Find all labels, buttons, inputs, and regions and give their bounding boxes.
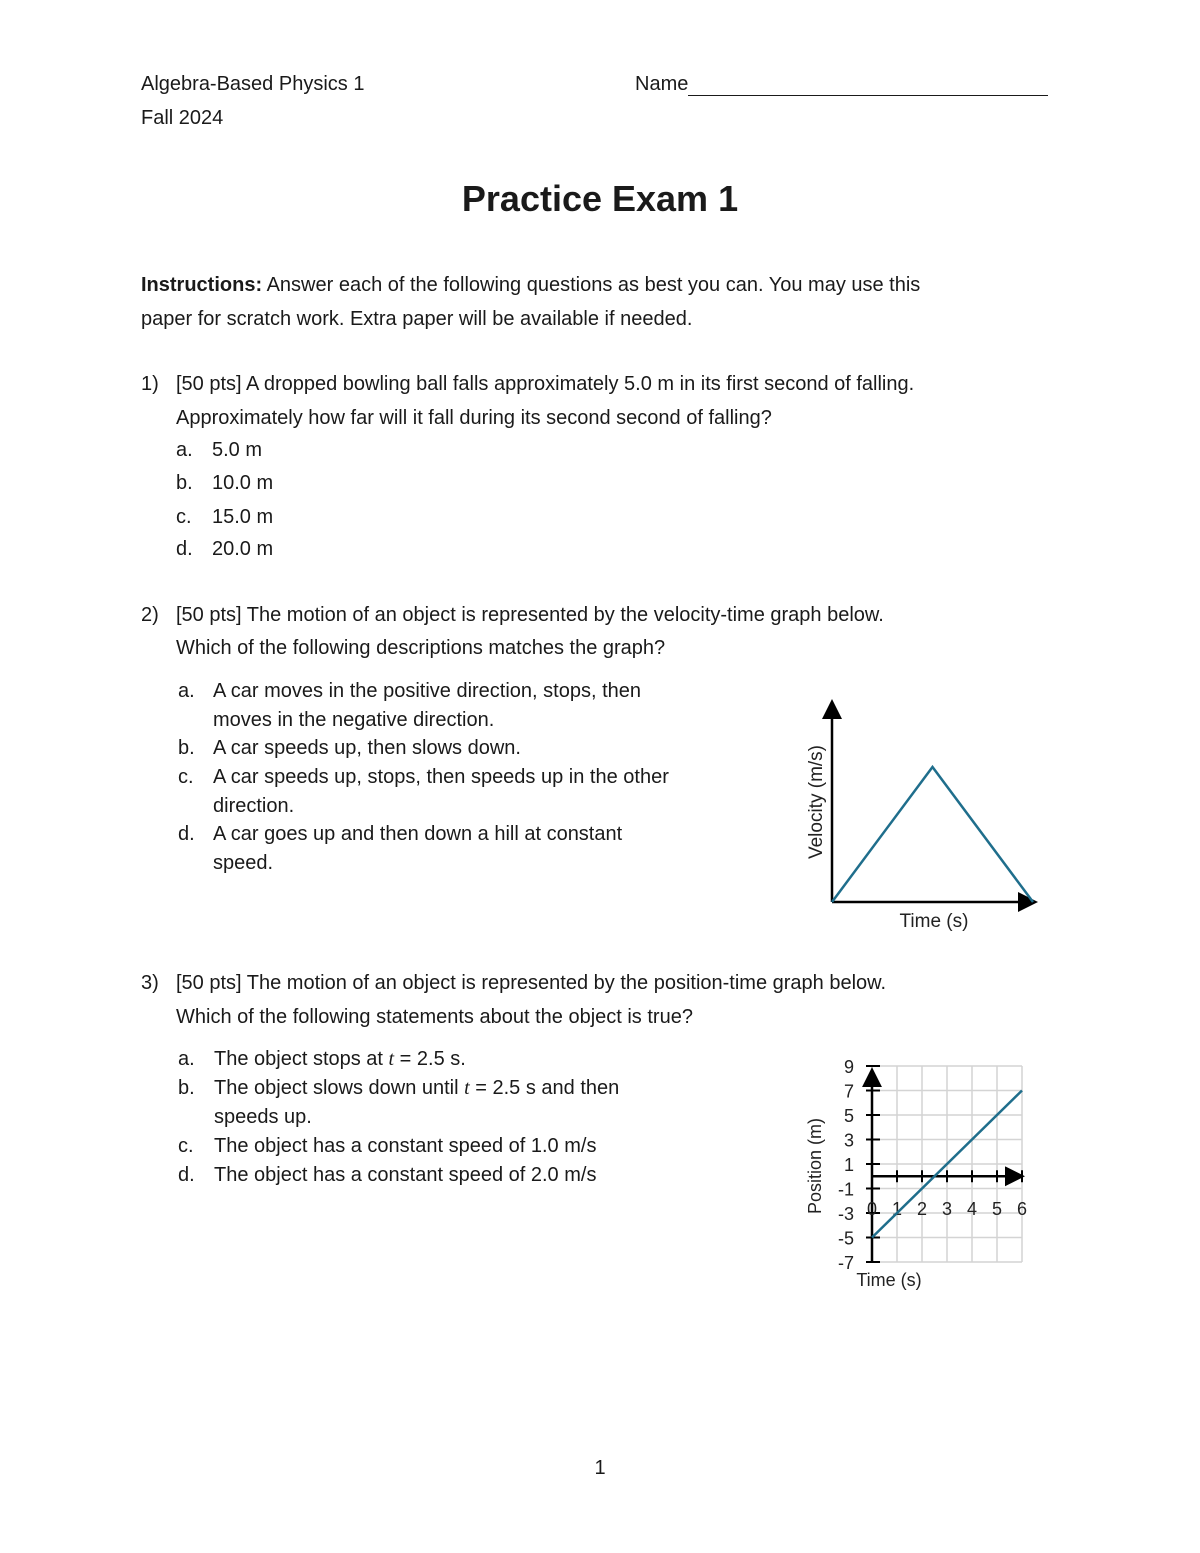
velocity-time-graph <box>790 690 1050 940</box>
q3-choice-b[interactable]: b. The object slows down until t = 2.5 s and then speeds up. <box>178 1077 620 1128</box>
x-tick-label: 2 <box>916 1199 928 1219</box>
q1-choice-a[interactable]: a. 5.0 m <box>176 439 263 461</box>
name-field[interactable] <box>635 73 1048 96</box>
course-name: Algebra-Based Physics 1 <box>141 73 365 95</box>
x-tick-label: 6 <box>1016 1199 1028 1219</box>
x-tick-label: 5 <box>991 1199 1003 1219</box>
q3-number: 3) <box>141 972 159 994</box>
page-number: 1 <box>594 1457 606 1479</box>
q1-choice-d[interactable]: d. 20.0 m <box>176 538 274 560</box>
page-title: Practice Exam 1 <box>461 178 739 219</box>
q1-text-2: Approximately how far will it fall during its second second of falling? <box>176 407 772 429</box>
q3-choice-a[interactable]: a. The object stops at t = 2.5 s. <box>178 1048 466 1070</box>
y-axis-label: Velocity (m/s) <box>806 744 827 860</box>
q2-number: 2) <box>141 604 159 626</box>
y-tick-label: -7 <box>837 1253 854 1273</box>
instructions-text: Answer each of the following questions as best you can. You may use this <box>262 274 921 296</box>
q3-text: [50 pts] The motion of an object is represented by the position-time graph below. <box>176 972 887 994</box>
position-time-graph <box>795 1050 1045 1295</box>
q1-choice-c[interactable]: c. 15.0 m <box>176 506 274 528</box>
x-axis-label: Time (s) <box>856 1270 922 1290</box>
y-axis-label: Position (m) <box>805 1117 825 1215</box>
q3-choice-d[interactable]: d. The object has a constant speed of 2.0 m/s <box>178 1164 597 1186</box>
instructions-label: Instructions: <box>141 274 263 296</box>
y-tick-label: 9 <box>843 1057 854 1077</box>
q2-text: [50 pts] The motion of an object is represented by the velocity-time graph below. <box>176 604 884 626</box>
instructions <box>141 274 920 297</box>
name-label: Name <box>635 73 689 95</box>
y-tick-label: -1 <box>837 1179 854 1200</box>
y-tick-label: 1 <box>843 1155 854 1175</box>
x-tick-label: 1 <box>891 1199 903 1219</box>
q2-text-2: Which of the following descriptions matches the graph? <box>176 637 666 659</box>
q2-choice-a[interactable]: a. A car moves in the positive direction, stops, then moves in the negative direction. <box>178 680 641 731</box>
instructions-text-2: paper for scratch work. Extra paper will be available if needed. <box>141 308 693 330</box>
q3-text-2: Which of the following statements about the object is true? <box>176 1006 693 1028</box>
y-tick-label: 7 <box>843 1081 854 1102</box>
y-tick-label: -3 <box>837 1204 854 1224</box>
x-tick-label: 0 <box>866 1199 878 1219</box>
q2-choice-d[interactable]: d. A car goes up and then down a hill at constant speed. <box>178 823 623 874</box>
name-blank[interactable] <box>688 74 1048 96</box>
q1-number: 1) <box>141 373 159 395</box>
x-tick-label: 4 <box>966 1199 978 1219</box>
q1-text: [50 pts] A dropped bowling ball falls approximately 5.0 m in its first second of falling. <box>176 373 915 395</box>
x-tick-label: 3 <box>941 1199 953 1219</box>
q2-choice-c[interactable]: c. A car speeds up, stops, then speeds up in the other direction. <box>178 766 669 817</box>
y-tick-label: 3 <box>843 1130 854 1151</box>
q1-choice-b[interactable]: b. 10.0 m <box>176 472 274 494</box>
term: Fall 2024 <box>141 107 224 129</box>
velocity-line <box>832 767 1033 902</box>
q3-choice-c[interactable]: c. The object has a constant speed of 1.0 m/s <box>178 1135 597 1157</box>
q2-choice-b[interactable]: b. A car speeds up, then slows down. <box>178 737 521 759</box>
y-tick-label: 5 <box>843 1106 854 1126</box>
x-axis-label: Time (s) <box>899 911 969 932</box>
y-tick-label: -5 <box>837 1228 854 1249</box>
